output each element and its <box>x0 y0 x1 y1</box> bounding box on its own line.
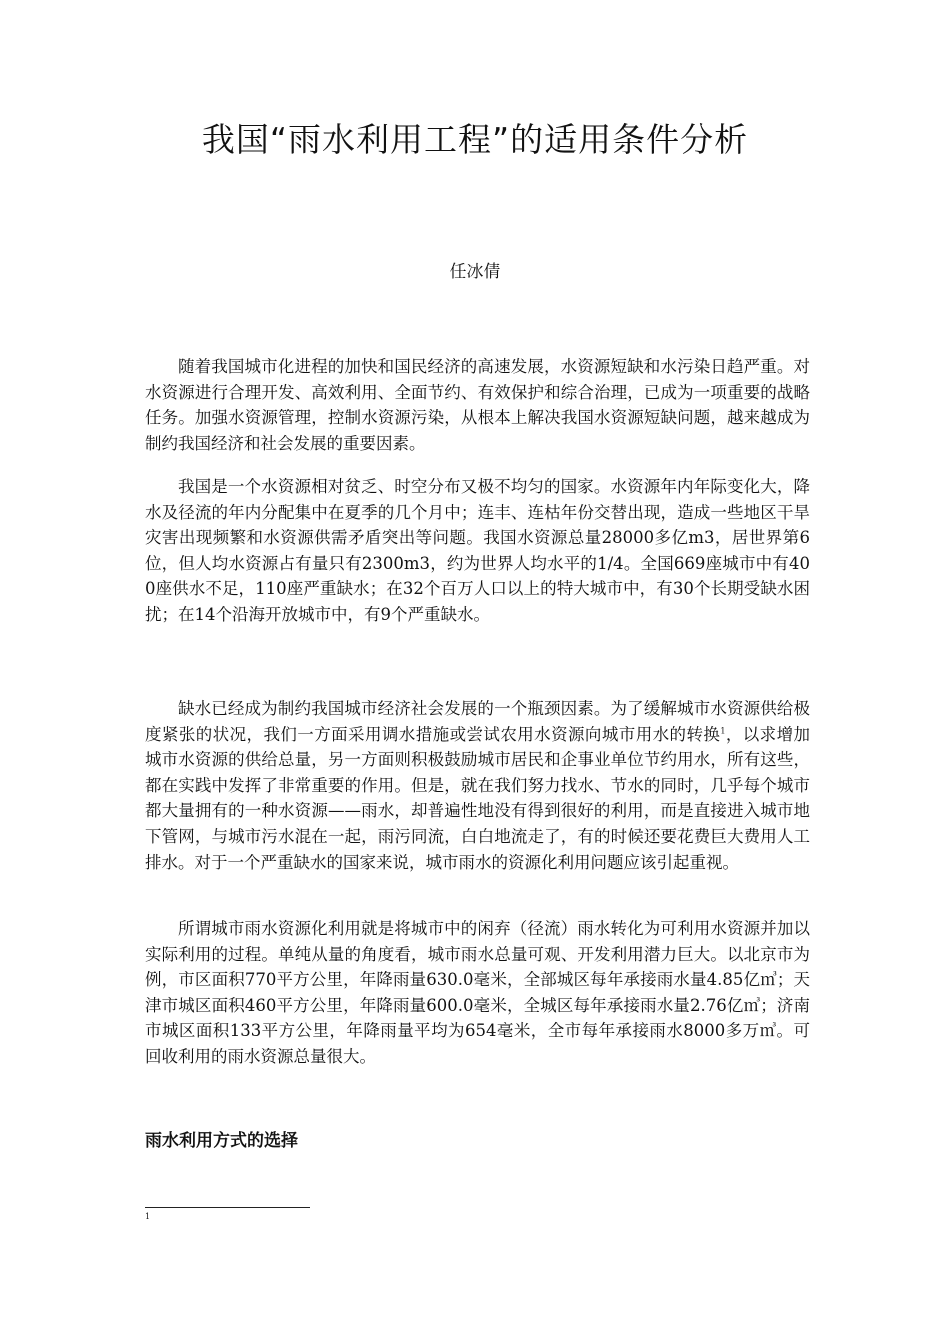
footnote-reference[interactable]: 1 <box>720 726 726 736</box>
footnote-mark: 1 <box>145 1212 151 1221</box>
section-heading: 雨水利用方式的选择 <box>145 1131 298 1151</box>
paragraph-3-text-a: 缺水已经成为制约我国城市经济社会发展的一个瓶颈因素。为了缓解城市水资源供给极度紧张的状况，我们一方面采用调水措施或尝试农用水资源向城市用水的转换 <box>145 699 810 744</box>
footnote-separator <box>145 1207 310 1208</box>
author-name: 任冰倩 <box>449 262 501 282</box>
paragraph-1: 随着我国城市化进程的加快和国民经济的高速发展，水资源短缺和水污染日趋严重。对水资源进行合理开发、高效利用、全面节约、有效保护和综合治理，已成为一项重要的战略任务。加强水资源管理，控制水资源污染，从根本上解决我国水资源短缺问题，越来越成为制约我国经济和社会发展的重要因素。 <box>145 357 810 453</box>
paragraph-3 <box>145 696 810 875</box>
paragraph-4: 所谓城市雨水资源化利用就是将城市中的闲弃（径流）雨水转化为可利用水资源并加以实际利用的过程。单纯从量的角度看，城市雨水总量可观、开发利用潜力巨大。以北京市为例，市区面积770平方公里，年降雨量630.0毫米，全部城区每年承接雨水量4.85亿㎥；天津市城区面积460平方公里，年降雨量600.0毫米，全城区每年承接雨水量2.76亿㎥；济南市城区面积133平方公里，年降雨量平均为654毫米，全市每年承接雨水8000多万㎥。可回收利用的雨水资源总量很大。 <box>145 919 810 1066</box>
document-title: 我国“雨水利用工程”的适用条件分析 <box>201 120 749 159</box>
paragraph-3-text-b: ，以求增加城市水资源的供给总量，另一方面则积极鼓励城市居民和企事业单位节约用水，所有这些，都在实践中发挥了非常重要的作用。但是，就在我们努力找水、节水的同时，几乎每个城市都大量拥有的一种水资源——雨水，却普遍性地没有得到很好的利用，而是直接进入城市地下管网，与城市污水混在一起，雨污同流，白白地流走了，有的时候还要花费巨大费用人工排水。对于一个严重缺水的国家来说，城市雨水的资源化利用问题应该引起重视。 <box>145 724 811 872</box>
paragraph-2: 我国是一个水资源相对贫乏、时空分布又极不均匀的国家。水资源年内年际变化大，降水及径流的年内分配集中在夏季的几个月中；连丰、连枯年份交替出现，造成一些地区干旱灾害出现频繁和水资源供需矛盾突出等问题。我国水资源总量28000多亿m3，居世界第6位，但人均水资源占有量只有2300m3，约为世界人均水平的1/4。全国669座城市中有400座供水不足，110座严重缺水；在32个百万人口以上的特大城市中，有30个长期受缺水困扰；在14个沿海开放城市中，有9个严重缺水。 <box>145 477 810 624</box>
